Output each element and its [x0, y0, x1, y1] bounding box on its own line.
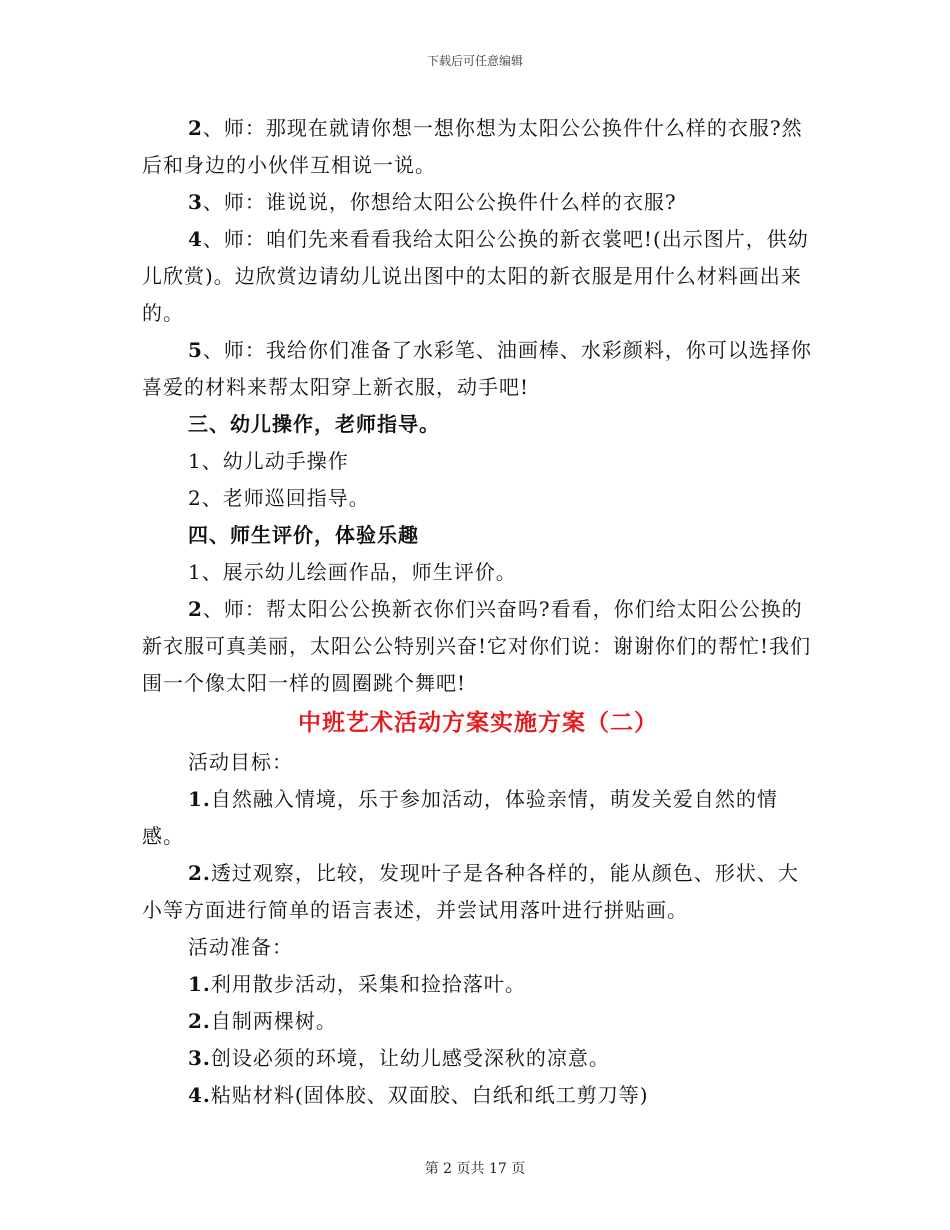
goal-item-2	[142, 855, 814, 929]
paragraph-step-4	[142, 221, 814, 332]
step-number: 3	[188, 190, 203, 214]
goals-label: 活动目标：	[188, 750, 293, 774]
item-number: 1.	[188, 787, 211, 811]
step-number: 4	[188, 227, 203, 251]
item-number: 2.	[188, 861, 211, 885]
item-number: 2.	[188, 1009, 211, 1033]
step-text: 、师：谁说说，你想给太阳公公换件什么样的衣服?	[202, 190, 677, 214]
step-text: 、师：那现在就请你想一想你想为太阳公公换件什么样的衣服?然后和身边的小伙伴互相说一说。	[142, 116, 803, 177]
paragraph-step-2	[142, 110, 814, 184]
step-number: 2	[188, 597, 203, 621]
section-3-item-1: 1、幼儿动手操作	[188, 449, 349, 473]
section-4-heading: 四、师生评价，体验乐趣	[188, 523, 419, 547]
page-header: 下载后可任意编辑	[426, 54, 523, 68]
goal-item-1	[142, 781, 814, 855]
section-3-heading: 三、幼儿操作，老师指导。	[188, 412, 440, 436]
item-number: 1.	[188, 972, 211, 996]
document-body	[142, 110, 814, 1114]
item-text: 透过观察，比较，发现叶子是各种各样的，能从颜色、形状、大小等方面进行简单的语言表述，并尝试用落叶进行拼贴画。	[142, 861, 799, 922]
paragraph-step-3	[142, 184, 814, 221]
prep-item-3	[142, 1040, 814, 1077]
item-text: 自然融入情境，乐于参加活动，体验亲情，萌发关爱自然的情感。	[142, 787, 778, 848]
item-text: 创设必须的环境，让幼儿感受深秋的凉意。	[210, 1046, 610, 1070]
paragraph-step-5	[142, 332, 814, 406]
section-title: 中班艺术活动方案实施方案（二）	[298, 709, 658, 736]
item-text: 自制两棵树。	[210, 1009, 337, 1033]
section-4-item-1: 1、展示幼儿绘画作品，师生评价。	[188, 560, 517, 584]
prep-label: 活动准备：	[188, 935, 293, 959]
step-text: 、师：我给你们准备了水彩笔、油画棒、水彩颜料，你可以选择你喜爱的材料来帮太阳穿上新衣服，动手吧!	[142, 338, 812, 399]
item-text: 利用散步活动，采集和捡拾落叶。	[210, 972, 526, 996]
item-number: 4.	[188, 1083, 211, 1107]
prep-item-2	[142, 1003, 814, 1040]
step-number: 2	[188, 116, 203, 140]
prep-item-1	[142, 966, 814, 1003]
section-4-item-2	[142, 591, 814, 702]
step-text: 、师：咱们先来看看我给太阳公公换的新衣裳吧!(出示图片，供幼儿欣赏)。边欣赏边请幼儿说出图中的太阳的新衣服是用什么材料画出来的。	[142, 227, 809, 325]
item-number: 3.	[188, 1046, 211, 1070]
step-number: 5	[188, 338, 203, 362]
page-footer: 第 2 页共 17 页	[424, 1161, 526, 1177]
item-text: 粘贴材料(固体胶、双面胶、白纸和纸工剪刀等)	[210, 1083, 649, 1107]
section-3-item-2: 2、老师巡回指导。	[188, 486, 370, 510]
prep-item-4	[142, 1077, 814, 1114]
step-text: 、师：帮太阳公公换新衣你们兴奋吗?看看，你们给太阳公公换的新衣服可真美丽，太阳公公特别兴奋!它对你们说：谢谢你们的帮忙!我们围一个像太阳一样的圆圈跳个舞吧!	[142, 597, 812, 695]
